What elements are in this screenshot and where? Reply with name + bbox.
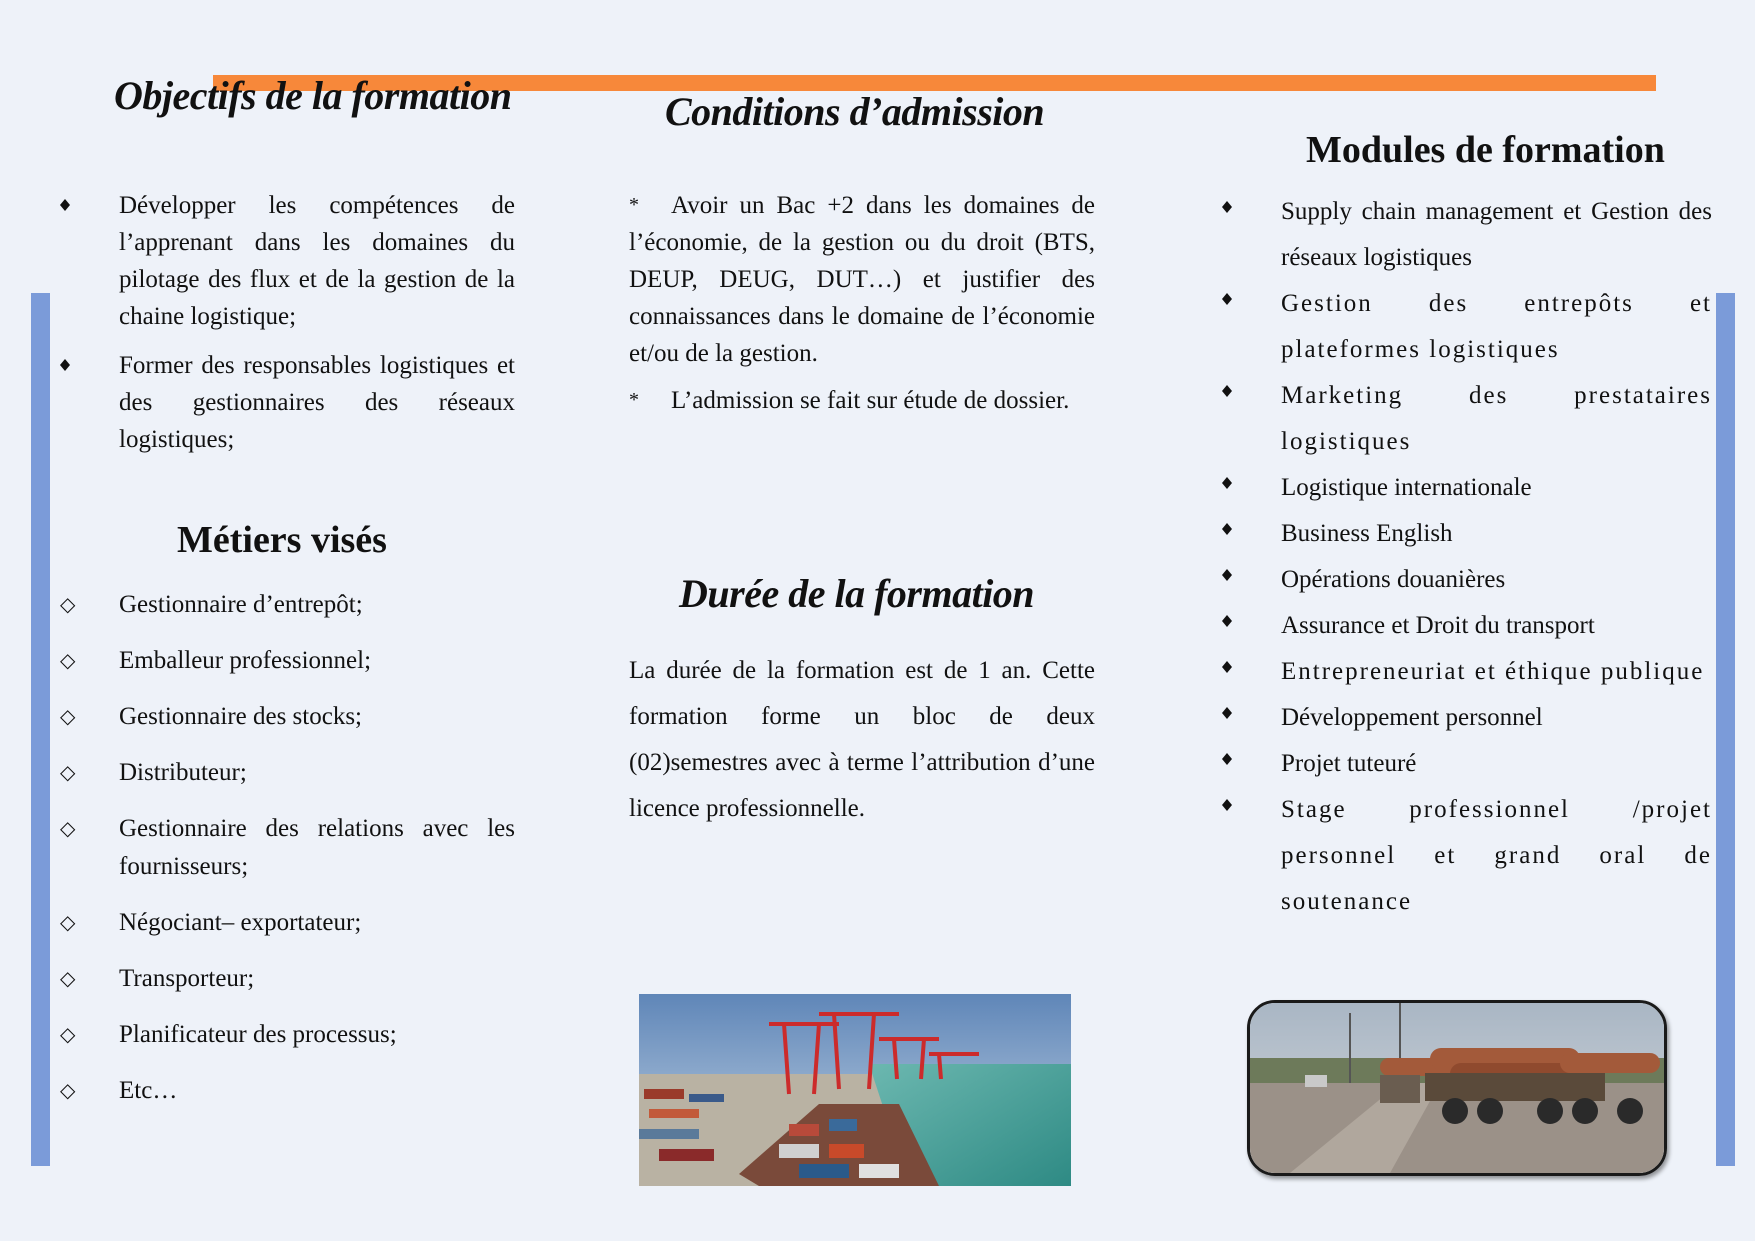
module-text: Business English <box>1281 520 1453 547</box>
module-text: Développement personnel <box>1281 704 1543 731</box>
diamond-outline-icon: ◇ <box>60 912 76 934</box>
diamond-filled-icon <box>1222 557 1252 581</box>
module-text: Supply chain management et Gestion des réseaux logistiques <box>1281 198 1712 271</box>
port-container-ship-photo <box>639 994 1071 1186</box>
right-blue-accent-bar <box>1716 293 1735 1166</box>
condition-text: Avoir un Bac +2 dans les domaines de l’économie, de la gestion ou du droit (BTS, DEUP, DEUG, DUT…) et justifier des connaissances dans le domaine de l’économie et/ou de la gestion. <box>629 192 1095 367</box>
metiers-list <box>60 586 515 1110</box>
diamond-outline-icon: ◇ <box>60 968 76 990</box>
list-item <box>1222 281 1712 373</box>
diamond-filled-icon <box>1222 465 1252 489</box>
duree-section <box>629 648 1095 832</box>
list-item <box>60 754 515 792</box>
list-item <box>60 1072 515 1110</box>
module-text: Marketing des prestataires logistiques <box>1281 382 1712 455</box>
list-item <box>60 347 515 458</box>
module-text: Entrepreneuriat et éthique publique <box>1281 658 1705 685</box>
diamond-outline-icon: ◇ <box>60 1080 76 1102</box>
objectif-text: Former des responsables logistiques et des gestionnaires des réseaux logistiques; <box>119 352 515 453</box>
diamond-outline-icon: ◇ <box>60 594 76 616</box>
list-item <box>60 698 515 736</box>
condition-paragraph <box>629 187 1095 372</box>
metier-text: Distributeur; <box>119 759 247 786</box>
module-text: Stage professionnel /projet personnel et grand oral de soutenance <box>1281 796 1712 915</box>
modules-list <box>1222 189 1712 925</box>
diamond-outline-icon: ◇ <box>60 1024 76 1046</box>
diamond-outline-icon: ◇ <box>60 818 76 840</box>
condition-paragraph <box>629 382 1095 419</box>
list-item <box>60 904 515 942</box>
modules-section <box>1222 189 1712 925</box>
objectifs-section <box>60 187 515 470</box>
module-text: Gestion des entrepôts et plateformes logistiques <box>1281 290 1712 363</box>
list-item <box>1222 189 1712 281</box>
list-item <box>1222 741 1712 787</box>
asterisk-icon: * <box>629 389 639 411</box>
diamond-filled-icon <box>1222 511 1252 535</box>
list-item <box>60 960 515 998</box>
list-item <box>1222 511 1712 557</box>
list-item <box>1222 695 1712 741</box>
objectifs-list <box>60 187 515 458</box>
metier-text: Emballeur professionnel; <box>119 647 372 674</box>
metier-text: Etc… <box>119 1077 178 1104</box>
diamond-filled-icon <box>60 347 90 371</box>
list-item <box>1222 557 1712 603</box>
diamond-filled-icon <box>1222 649 1252 673</box>
module-text: Assurance et Droit du transport <box>1281 612 1595 639</box>
diamond-filled-icon <box>60 187 90 211</box>
module-text: Projet tuteuré <box>1281 750 1417 777</box>
diamond-filled-icon <box>1222 741 1252 765</box>
condition-text: L’admission se fait sur étude de dossier. <box>671 387 1070 414</box>
list-item <box>60 1016 515 1054</box>
diamond-filled-icon <box>1222 373 1252 397</box>
conditions-title: Conditions d’admission <box>665 89 1045 134</box>
metiers-title: Métiers visés <box>177 519 387 561</box>
left-blue-accent-bar <box>31 293 50 1166</box>
metiers-section <box>60 586 515 1128</box>
metier-text: Planificateur des processus; <box>119 1021 397 1048</box>
diamond-filled-icon <box>1222 787 1252 811</box>
list-item <box>1222 649 1712 695</box>
list-item <box>60 586 515 624</box>
module-text: Opérations douanières <box>1281 566 1506 593</box>
list-item <box>60 642 515 680</box>
metier-text: Négociant– exportateur; <box>119 909 362 936</box>
conditions-section <box>629 187 1095 429</box>
diamond-filled-icon <box>1222 603 1252 627</box>
list-item <box>1222 373 1712 465</box>
module-text: Logistique internationale <box>1281 474 1532 501</box>
list-item <box>1222 787 1712 925</box>
metier-text: Gestionnaire des relations avec les fournisseurs; <box>119 815 515 880</box>
metier-text: Transporteur; <box>119 965 255 992</box>
metier-text: Gestionnaire des stocks; <box>119 703 363 730</box>
objectif-text: Développer les compétences de l’apprenant dans les domaines du pilotage des flux et de la gestion de la chaine logistique; <box>119 192 515 330</box>
duree-title: Durée de la formation <box>679 571 1035 616</box>
modules-title: Modules de formation <box>1306 129 1665 171</box>
objectifs-title: Objectifs de la formation <box>114 73 512 118</box>
diamond-filled-icon <box>1222 695 1252 719</box>
metier-text: Gestionnaire d’entrepôt; <box>119 591 363 618</box>
list-item <box>60 187 515 335</box>
diamond-filled-icon <box>1222 189 1252 213</box>
duree-text: La durée de la formation est de 1 an. Cette formation forme un bloc de deux (02)semestres avec à terme l’attribution d’une licence professionnelle. <box>629 657 1095 822</box>
diamond-outline-icon: ◇ <box>60 650 76 672</box>
diamond-outline-icon: ◇ <box>60 762 76 784</box>
asterisk-icon: * <box>629 194 639 216</box>
list-item <box>1222 465 1712 511</box>
log-truck-photo <box>1247 1000 1667 1176</box>
diamond-outline-icon: ◇ <box>60 706 76 728</box>
list-item <box>1222 603 1712 649</box>
list-item <box>60 810 515 886</box>
diamond-filled-icon <box>1222 281 1252 305</box>
